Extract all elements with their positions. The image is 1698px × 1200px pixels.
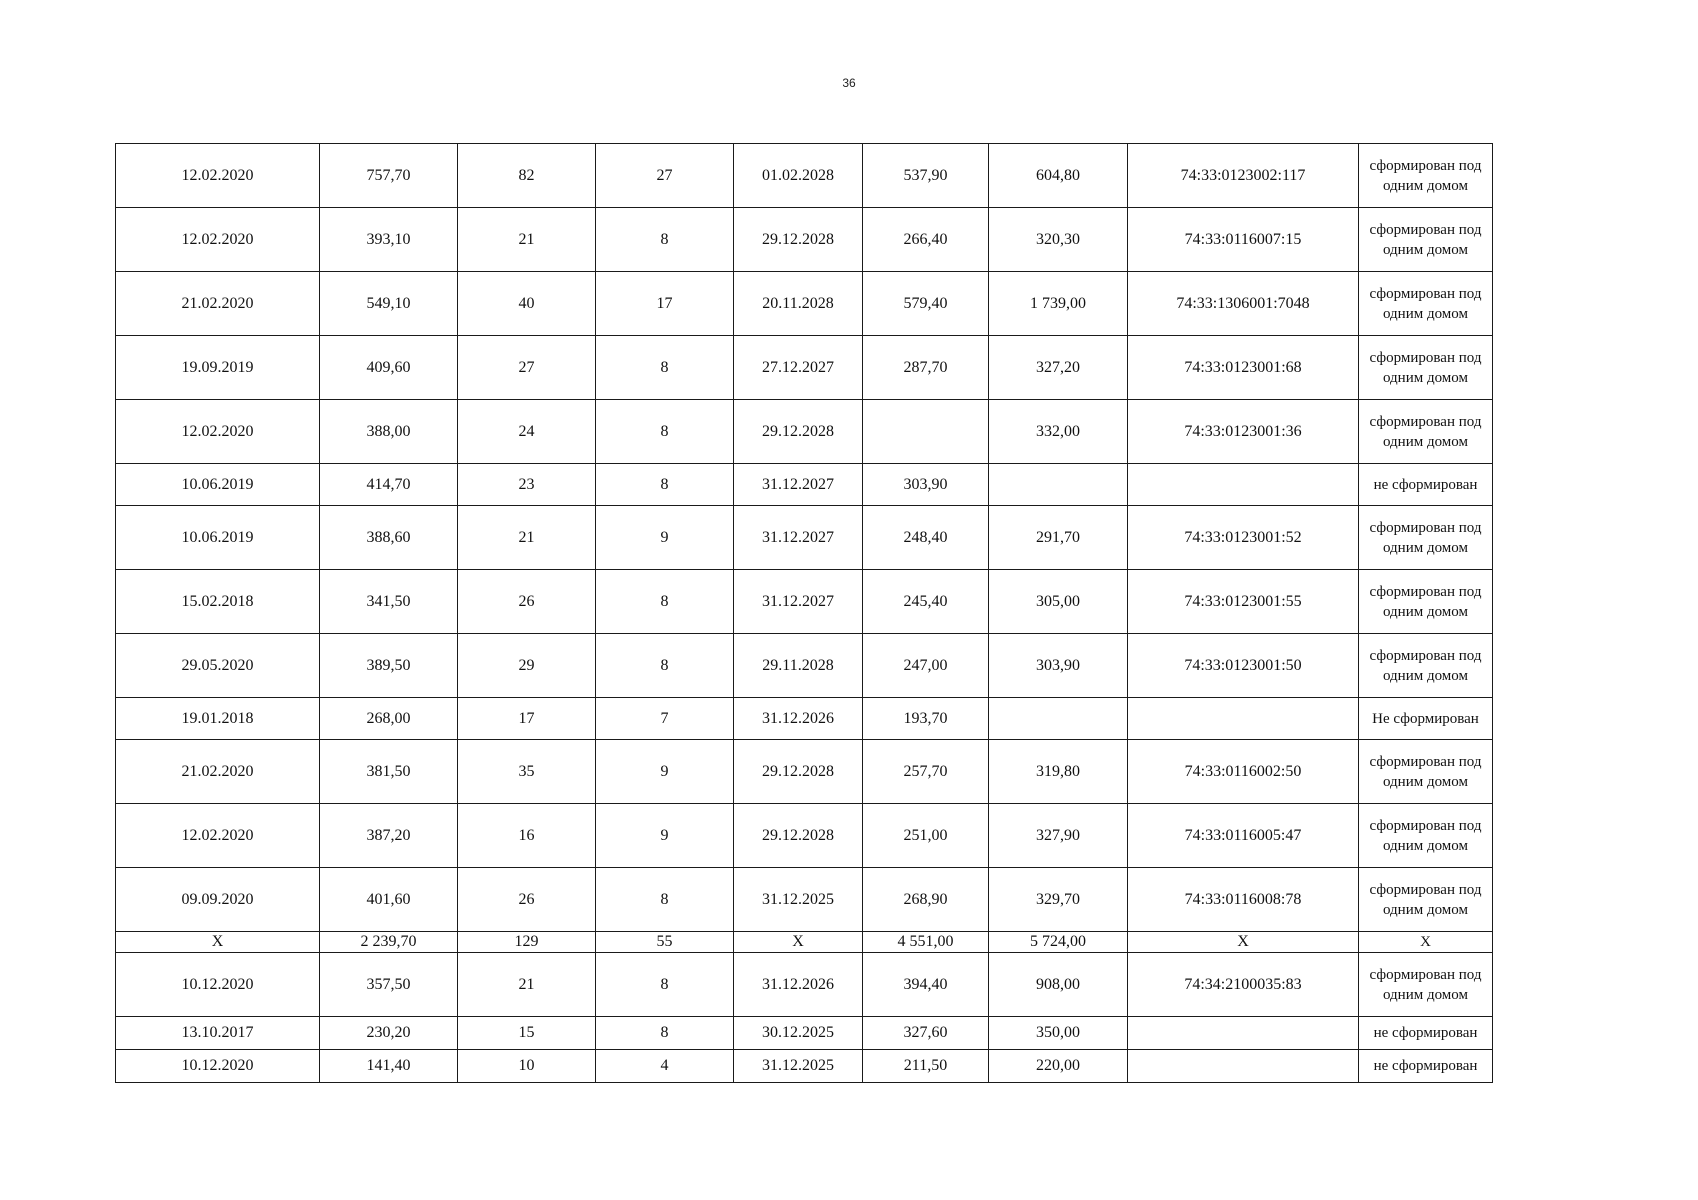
- term-date-cell: 29.12.2028: [734, 804, 863, 868]
- area-cell: 401,60: [320, 868, 458, 932]
- status-cell: не сформирован: [1359, 464, 1493, 506]
- count-b-cell: 8: [596, 208, 734, 272]
- status-cell: сформирован под одним домом: [1359, 740, 1493, 804]
- status-cell: сформирован под одним домом: [1359, 336, 1493, 400]
- term-date-cell: 29.11.2028: [734, 634, 863, 698]
- value-b-cell: 1 739,00: [989, 272, 1128, 336]
- date-cell: 12.02.2020: [116, 144, 320, 208]
- date-cell: 10.12.2020: [116, 953, 320, 1017]
- area-cell: 388,60: [320, 506, 458, 570]
- count-a-cell: 15: [458, 1017, 596, 1050]
- status-cell: сформирован под одним домом: [1359, 272, 1493, 336]
- value-a-cell: 245,40: [863, 570, 989, 634]
- count-b-cell: 17: [596, 272, 734, 336]
- status-cell: сформирован под одним домом: [1359, 506, 1493, 570]
- value-a-cell: 327,60: [863, 1017, 989, 1050]
- cadastral-number-cell: [1128, 1017, 1359, 1050]
- count-b-cell: 9: [596, 506, 734, 570]
- table-row: [116, 208, 1493, 272]
- count-a-cell: 10: [458, 1050, 596, 1083]
- date-cell: 29.05.2020: [116, 634, 320, 698]
- status-cell: сформирован под одним домом: [1359, 634, 1493, 698]
- area-cell: 409,60: [320, 336, 458, 400]
- cadastral-number-cell: [1128, 698, 1359, 740]
- table-row: [116, 740, 1493, 804]
- cadastral-number-cell: 74:33:0123001:50: [1128, 634, 1359, 698]
- table-row: [116, 634, 1493, 698]
- status-cell: сформирован под одним домом: [1359, 804, 1493, 868]
- term-date-cell: 29.12.2028: [734, 740, 863, 804]
- value-a-cell: 211,50: [863, 1050, 989, 1083]
- value-b-cell: [989, 698, 1128, 740]
- value-b-cell: 350,00: [989, 1017, 1128, 1050]
- table-body: [116, 144, 1493, 1083]
- value-a-cell: 4 551,00: [863, 932, 989, 953]
- value-b-cell: 303,90: [989, 634, 1128, 698]
- table-row: [116, 868, 1493, 932]
- status-cell: не сформирован: [1359, 1050, 1493, 1083]
- data-table: [115, 143, 1493, 1083]
- date-cell: 21.02.2020: [116, 740, 320, 804]
- value-a-cell: 266,40: [863, 208, 989, 272]
- cadastral-number-cell: 74:33:1306001:7048: [1128, 272, 1359, 336]
- value-b-cell: 305,00: [989, 570, 1128, 634]
- term-date-cell: 31.12.2026: [734, 953, 863, 1017]
- term-date-cell: 29.12.2028: [734, 400, 863, 464]
- table-row: [116, 698, 1493, 740]
- count-b-cell: 7: [596, 698, 734, 740]
- table-row: [116, 932, 1493, 953]
- date-cell: 12.02.2020: [116, 400, 320, 464]
- table-row: [116, 1050, 1493, 1083]
- value-b-cell: 220,00: [989, 1050, 1128, 1083]
- count-b-cell: 4: [596, 1050, 734, 1083]
- cadastral-number-cell: [1128, 1050, 1359, 1083]
- status-cell: Не сформирован: [1359, 698, 1493, 740]
- count-a-cell: 26: [458, 570, 596, 634]
- value-a-cell: 303,90: [863, 464, 989, 506]
- count-a-cell: 129: [458, 932, 596, 953]
- value-a-cell: 257,70: [863, 740, 989, 804]
- date-cell: 10.06.2019: [116, 464, 320, 506]
- table-row: [116, 464, 1493, 506]
- status-cell: X: [1359, 932, 1493, 953]
- status-cell: сформирован под одним домом: [1359, 570, 1493, 634]
- area-cell: 387,20: [320, 804, 458, 868]
- value-a-cell: 287,70: [863, 336, 989, 400]
- value-a-cell: 268,90: [863, 868, 989, 932]
- value-b-cell: 329,70: [989, 868, 1128, 932]
- status-cell: сформирован под одним домом: [1359, 953, 1493, 1017]
- date-cell: 21.02.2020: [116, 272, 320, 336]
- count-b-cell: 8: [596, 570, 734, 634]
- date-cell: 10.06.2019: [116, 506, 320, 570]
- value-a-cell: 579,40: [863, 272, 989, 336]
- count-a-cell: 17: [458, 698, 596, 740]
- value-b-cell: 327,90: [989, 804, 1128, 868]
- count-a-cell: 26: [458, 868, 596, 932]
- table-row: [116, 804, 1493, 868]
- date-cell: 19.09.2019: [116, 336, 320, 400]
- value-b-cell: 327,20: [989, 336, 1128, 400]
- term-date-cell: 31.12.2025: [734, 1050, 863, 1083]
- count-b-cell: 9: [596, 740, 734, 804]
- term-date-cell: 01.02.2028: [734, 144, 863, 208]
- area-cell: 393,10: [320, 208, 458, 272]
- cadastral-number-cell: 74:34:2100035:83: [1128, 953, 1359, 1017]
- value-a-cell: 394,40: [863, 953, 989, 1017]
- term-date-cell: 20.11.2028: [734, 272, 863, 336]
- term-date-cell: 31.12.2027: [734, 570, 863, 634]
- table-row: [116, 272, 1493, 336]
- area-cell: 357,50: [320, 953, 458, 1017]
- term-date-cell: X: [734, 932, 863, 953]
- area-cell: 2 239,70: [320, 932, 458, 953]
- cadastral-number-cell: 74:33:0116008:78: [1128, 868, 1359, 932]
- count-b-cell: 27: [596, 144, 734, 208]
- value-b-cell: 908,00: [989, 953, 1128, 1017]
- table-row: [116, 570, 1493, 634]
- date-cell: 10.12.2020: [116, 1050, 320, 1083]
- count-b-cell: 8: [596, 336, 734, 400]
- value-a-cell: 251,00: [863, 804, 989, 868]
- status-cell: сформирован под одним домом: [1359, 208, 1493, 272]
- value-a-cell: 537,90: [863, 144, 989, 208]
- area-cell: 268,00: [320, 698, 458, 740]
- cadastral-number-cell: 74:33:0116005:47: [1128, 804, 1359, 868]
- term-date-cell: 27.12.2027: [734, 336, 863, 400]
- table-row: [116, 336, 1493, 400]
- status-cell: сформирован под одним домом: [1359, 868, 1493, 932]
- count-b-cell: 8: [596, 400, 734, 464]
- table-row: [116, 400, 1493, 464]
- term-date-cell: 31.12.2025: [734, 868, 863, 932]
- value-b-cell: 319,80: [989, 740, 1128, 804]
- cadastral-number-cell: 74:33:0116007:15: [1128, 208, 1359, 272]
- date-cell: X: [116, 932, 320, 953]
- area-cell: 230,20: [320, 1017, 458, 1050]
- count-a-cell: 40: [458, 272, 596, 336]
- count-b-cell: 8: [596, 464, 734, 506]
- page-number: 36: [842, 76, 856, 90]
- term-date-cell: 31.12.2026: [734, 698, 863, 740]
- area-cell: 549,10: [320, 272, 458, 336]
- area-cell: 341,50: [320, 570, 458, 634]
- table-row: [116, 506, 1493, 570]
- cadastral-number-cell: [1128, 464, 1359, 506]
- date-cell: 12.02.2020: [116, 208, 320, 272]
- count-b-cell: 8: [596, 953, 734, 1017]
- date-cell: 09.09.2020: [116, 868, 320, 932]
- area-cell: 141,40: [320, 1050, 458, 1083]
- status-cell: сформирован под одним домом: [1359, 144, 1493, 208]
- date-cell: 15.02.2018: [116, 570, 320, 634]
- term-date-cell: 29.12.2028: [734, 208, 863, 272]
- value-a-cell: 193,70: [863, 698, 989, 740]
- table-row: [116, 953, 1493, 1017]
- date-cell: 13.10.2017: [116, 1017, 320, 1050]
- count-b-cell: 8: [596, 1017, 734, 1050]
- status-cell: сформирован под одним домом: [1359, 400, 1493, 464]
- table-row: [116, 1017, 1493, 1050]
- cadastral-number-cell: 74:33:0123001:68: [1128, 336, 1359, 400]
- value-a-cell: 248,40: [863, 506, 989, 570]
- table-row: [116, 144, 1493, 208]
- term-date-cell: 31.12.2027: [734, 464, 863, 506]
- count-a-cell: 23: [458, 464, 596, 506]
- term-date-cell: 30.12.2025: [734, 1017, 863, 1050]
- status-cell: не сформирован: [1359, 1017, 1493, 1050]
- value-b-cell: 5 724,00: [989, 932, 1128, 953]
- value-a-cell: [863, 400, 989, 464]
- count-a-cell: 29: [458, 634, 596, 698]
- count-a-cell: 16: [458, 804, 596, 868]
- area-cell: 389,50: [320, 634, 458, 698]
- cadastral-number-cell: X: [1128, 932, 1359, 953]
- value-b-cell: 320,30: [989, 208, 1128, 272]
- cadastral-number-cell: 74:33:0123001:52: [1128, 506, 1359, 570]
- count-b-cell: 8: [596, 634, 734, 698]
- area-cell: 381,50: [320, 740, 458, 804]
- count-b-cell: 9: [596, 804, 734, 868]
- date-cell: 19.01.2018: [116, 698, 320, 740]
- area-cell: 757,70: [320, 144, 458, 208]
- value-b-cell: [989, 464, 1128, 506]
- value-b-cell: 291,70: [989, 506, 1128, 570]
- count-a-cell: 35: [458, 740, 596, 804]
- cadastral-number-cell: 74:33:0123001:55: [1128, 570, 1359, 634]
- cadastral-number-cell: 74:33:0123002:117: [1128, 144, 1359, 208]
- value-b-cell: 332,00: [989, 400, 1128, 464]
- value-a-cell: 247,00: [863, 634, 989, 698]
- count-b-cell: 8: [596, 868, 734, 932]
- area-cell: 388,00: [320, 400, 458, 464]
- count-b-cell: 55: [596, 932, 734, 953]
- count-a-cell: 24: [458, 400, 596, 464]
- date-cell: 12.02.2020: [116, 804, 320, 868]
- cadastral-number-cell: 74:33:0123001:36: [1128, 400, 1359, 464]
- count-a-cell: 82: [458, 144, 596, 208]
- area-cell: 414,70: [320, 464, 458, 506]
- term-date-cell: 31.12.2027: [734, 506, 863, 570]
- count-a-cell: 21: [458, 506, 596, 570]
- cadastral-number-cell: 74:33:0116002:50: [1128, 740, 1359, 804]
- count-a-cell: 21: [458, 208, 596, 272]
- value-b-cell: 604,80: [989, 144, 1128, 208]
- count-a-cell: 27: [458, 336, 596, 400]
- count-a-cell: 21: [458, 953, 596, 1017]
